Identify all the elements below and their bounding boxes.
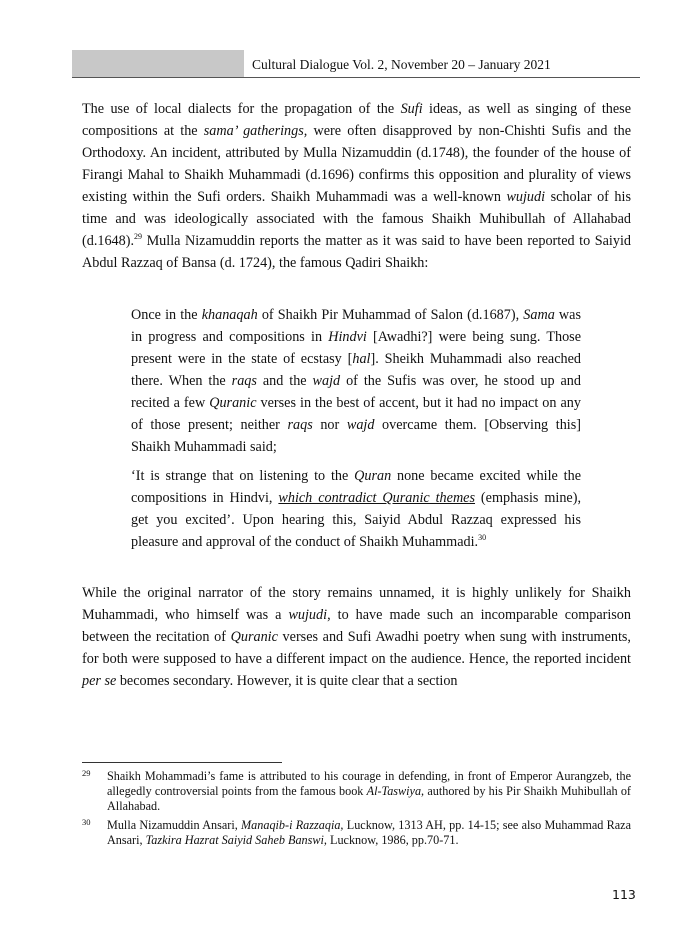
header-gray-band [72,50,244,78]
paragraph-2: While the original narrator of the story remains unnamed, it is highly unlikely for Shaikh Muhammadi, who himself was a wujudi, to have made such an incomparable comparison between the recitation of Quranic verses and Sufi Awadhi poetry when sung with instruments, for both were supposed to have a different impact on the audience. Hence, the reported incident per se becomes secondary. However, it is quite clear that a section [82,585,631,689]
footnote-29 [82,769,631,814]
footnote-ref-29[interactable]: 29 [134,232,143,241]
footnote-ref-30[interactable]: 30 [478,533,487,542]
emphasized-phrase: which contradict Quranic themes [278,490,476,506]
block-quote-2: ‘It is strange that on listening to the Quran none became excited while the compositions in Hindvi, which contradict Quranic themes (emphasis mine), get you excited’. Upon hearing this, Saiyid Abdul Razzaq expressed his pleasure and approval of the conduct of Shaikh Muhammadi.$^{30}$ [131,468,581,550]
footnote-30 [82,818,631,848]
block-quote-1: Once in the khanaqah of Shaikh Pir Muhammad of Salon (d.1687), Sama was in progress and compositions in Hindvi [Awadhi?] were being sung. Those present were in the state of ecstasy [hal]. Sheikh Muhammadi also reached there. When the raqs and the wajd of the Sufis was over, he stood up and recited a few Quranic verses in the best of accent, but it had no impact on any of those present; neither raqs nor wajd overcame them. [Observing this] Shaikh Muhammadi said; [131,307,582,455]
footnote-separator [82,762,282,763]
footnote-number: 30 [82,817,91,827]
footnote-text: Mulla Nizamuddin Ansari, Manaqib-i Razzaqia, Lucknow, 1313 AH, pp. 14-15; see also Muhammad Raza Ansari, Tazkira Hazrat Saiyid Saheb Banswi, Lucknow, 1986, pp.70-71. [107,818,631,847]
page-number: 113 [612,887,636,902]
footnote-number: 29 [82,768,91,778]
footnote-text: Shaikh Mohammadi’s fame is attributed to his courage in defending, in front of Emperor Aurangzeb, the allegedly controversial points from the famous book Al-Taswiya, authored by his Pir Shaikh Muhibullah of Allahabad. [107,769,631,813]
header-rule [72,77,640,78]
paragraph-1: The use of local dialects for the propagation of the Sufi ideas, as well as singing of these compositions at the sama’ gatherings, were often disapproved by non-Chishti Sufis and the Orthodoxy. An incident, attributed by Mulla Nizamuddin (d.1748), the founder of the house of Firangi Mahal to Shaikh Muhammadi (d.1696) confirms this opposition and plurality of views existing within the Sufi orders. Shaikh Muhammadi was a well-known wujudi scholar of his time and was ideologically associated with the famous Shaikh Muhibullah of Allahabad (d.1648).$^{29}$ Mulla Nizamuddin reports the matter as it was said to have been reported to Saiyid Abdul Razzaq of Bansa (d. 1724), the famous Qadiri Shaikh: [82,101,632,271]
running-header: Cultural Dialogue Vol. 2, November 20 – January 2021 [252,57,551,72]
